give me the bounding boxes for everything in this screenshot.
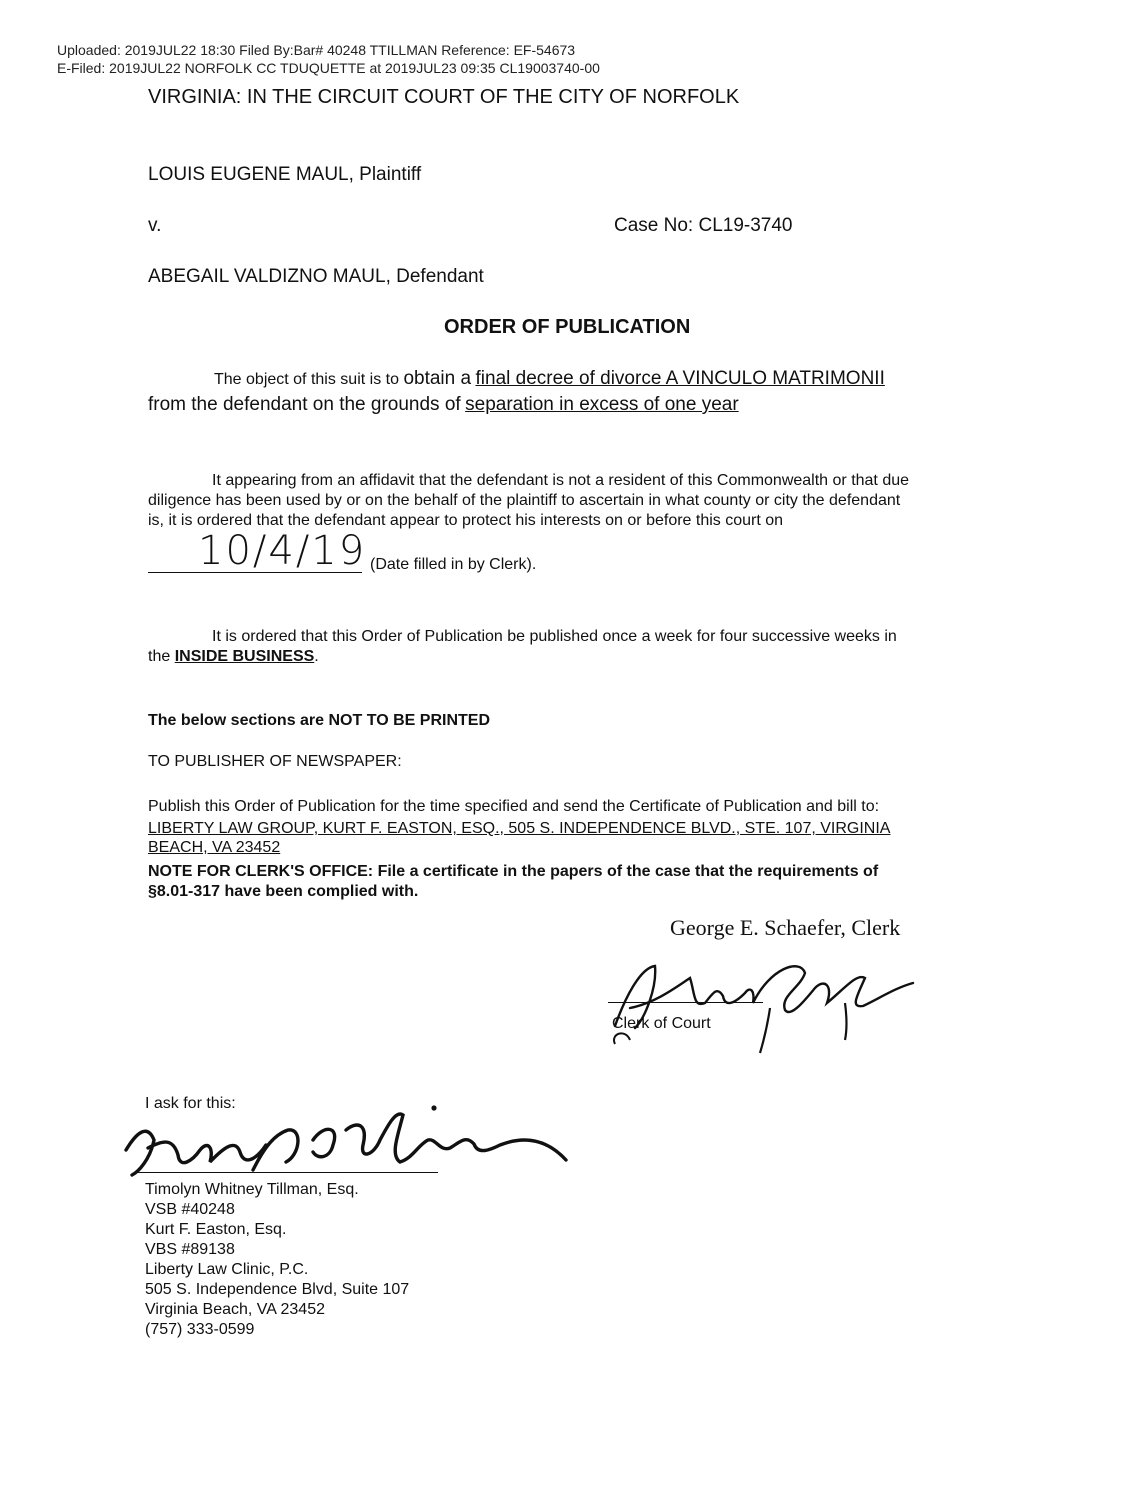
object-line-2 bbox=[148, 394, 739, 416]
billing-address-line-1: LIBERTY LAW GROUP, KURT F. EASTON, ESQ., 505 S. INDEPENDENCE BLVD., STE. 107, VIRGINIA bbox=[148, 820, 891, 837]
not-printed-heading: The below sections are NOT TO BE PRINTED bbox=[148, 712, 490, 729]
publish-line-2 bbox=[148, 647, 319, 666]
appearing-line-1: It appearing from an affidavit that the defendant is not a resident of this Commonwealth or that due bbox=[212, 472, 910, 489]
clerk-note-line-2: §8.01-317 have been complied with. bbox=[148, 883, 419, 900]
upload-stamp: Uploaded: 2019JUL22 18:30 Filed By:Bar# 40248 TTILLMAN Reference: EF-54673 bbox=[57, 42, 576, 58]
attorney-line-8: (757) 333-0599 bbox=[145, 1321, 255, 1338]
appearing-line-2: diligence has been used by or on the behalf of the plaintiff to ascertain in what county or city the defendant bbox=[148, 492, 901, 509]
object-grounds: separation in excess of one year bbox=[465, 394, 739, 415]
date-note: (Date filled in by Clerk). bbox=[370, 556, 537, 573]
publish-instruction: Publish this Order of Publication for the time specified and send the Certificate of Publication and bill to: bbox=[148, 798, 880, 815]
appearing-line-3: is, it is ordered that the defendant appear to protect his interests on or before this court on bbox=[148, 512, 784, 529]
attorney-line-4: VBS #89138 bbox=[145, 1241, 235, 1258]
attorney-line-1: Timolyn Whitney Tillman, Esq. bbox=[145, 1181, 359, 1198]
publish-line-1: It is ordered that this Order of Publication be published once a week for four successive weeks in bbox=[212, 628, 897, 645]
court-heading: VIRGINIA: IN THE CIRCUIT COURT OF THE CITY OF NORFOLK bbox=[148, 86, 740, 108]
date-underline bbox=[148, 572, 362, 573]
clerk-note-line-1: NOTE FOR CLERK'S OFFICE: File a certificate in the papers of the case that the requirements of bbox=[148, 863, 879, 880]
object-grounds-lead: from the defendant on the grounds of bbox=[148, 394, 461, 415]
clerk-label: Clerk of Court bbox=[612, 1015, 711, 1032]
attorney-line-2: VSB #40248 bbox=[145, 1201, 235, 1218]
billing-address-line-2: BEACH, VA 23452 bbox=[148, 839, 281, 856]
publish-period: . bbox=[314, 648, 319, 665]
attorney-line-3: Kurt F. Easton, Esq. bbox=[145, 1221, 287, 1238]
attorney-line-5: Liberty Law Clinic, P.C. bbox=[145, 1261, 309, 1278]
object-line-1 bbox=[214, 368, 885, 390]
publish-lead: the bbox=[148, 648, 171, 665]
handwritten-date: 10/4/19 bbox=[198, 528, 367, 574]
object-lead-small: The object of this suit is to bbox=[214, 371, 399, 388]
attorney-line-7: Virginia Beach, VA 23452 bbox=[145, 1301, 325, 1318]
attorney-line-6: 505 S. Independence Blvd, Suite 107 bbox=[145, 1281, 410, 1298]
newspaper-name: INSIDE BUSINESS bbox=[174, 648, 315, 665]
attorney-signature bbox=[118, 1100, 578, 1190]
defendant-name: ABEGAIL VALDIZNO MAUL, Defendant bbox=[148, 266, 484, 287]
versus-text: v. bbox=[148, 215, 162, 236]
object-lead-large: obtain a bbox=[403, 368, 472, 389]
clerk-signature bbox=[595, 948, 925, 1058]
ask-for-this: I ask for this: bbox=[145, 1095, 236, 1112]
document-title: ORDER OF PUBLICATION bbox=[444, 316, 691, 338]
clerk-name: George E. Schaefer, Clerk bbox=[670, 915, 901, 940]
efile-stamp: E-Filed: 2019JUL22 NORFOLK CC TDUQUETTE at 2019JUL23 09:35 CL19003740-00 bbox=[57, 60, 600, 76]
object-relief: final decree of divorce A VINCULO MATRIMONII bbox=[475, 368, 885, 389]
case-number: Case No: CL19-3740 bbox=[614, 215, 793, 236]
clerk-signature-line bbox=[608, 1002, 763, 1003]
plaintiff-name: LOUIS EUGENE MAUL, Plaintiff bbox=[148, 164, 422, 185]
to-publisher-heading: TO PUBLISHER OF NEWSPAPER: bbox=[148, 753, 402, 770]
attorney-signature-line bbox=[138, 1172, 438, 1173]
